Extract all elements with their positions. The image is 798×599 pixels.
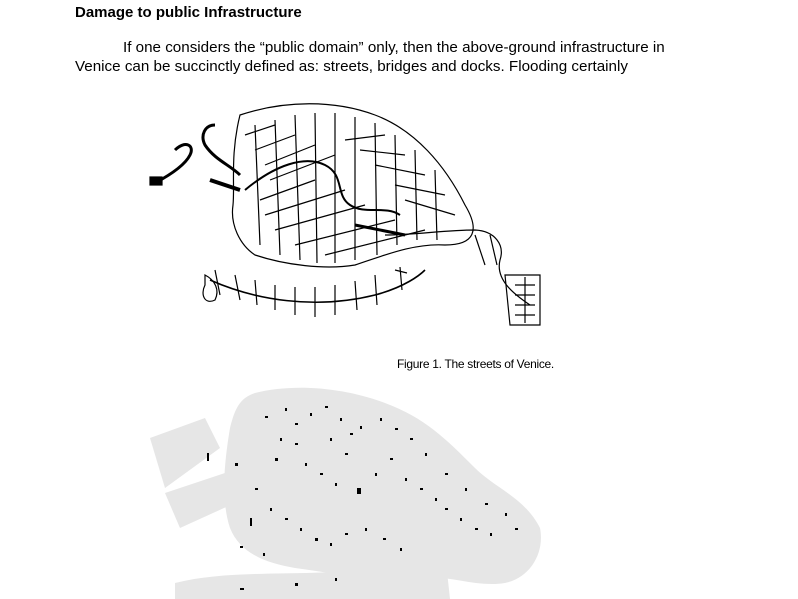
section-heading: Damage to public Infrastructure xyxy=(75,4,302,21)
venice-streets-map xyxy=(145,95,555,335)
paragraph-line-1: If one considers the “public domain” only, then the above-ground infrastructure in xyxy=(123,39,665,56)
paragraph-line-2: Venice can be succinctly defined as: streets, bridges and docks. Flooding certainly xyxy=(75,58,628,75)
figure1-caption: Figure 1. The streets of Venice. xyxy=(397,357,554,371)
venice-bridges-map xyxy=(145,378,565,599)
body-paragraph xyxy=(75,38,715,76)
